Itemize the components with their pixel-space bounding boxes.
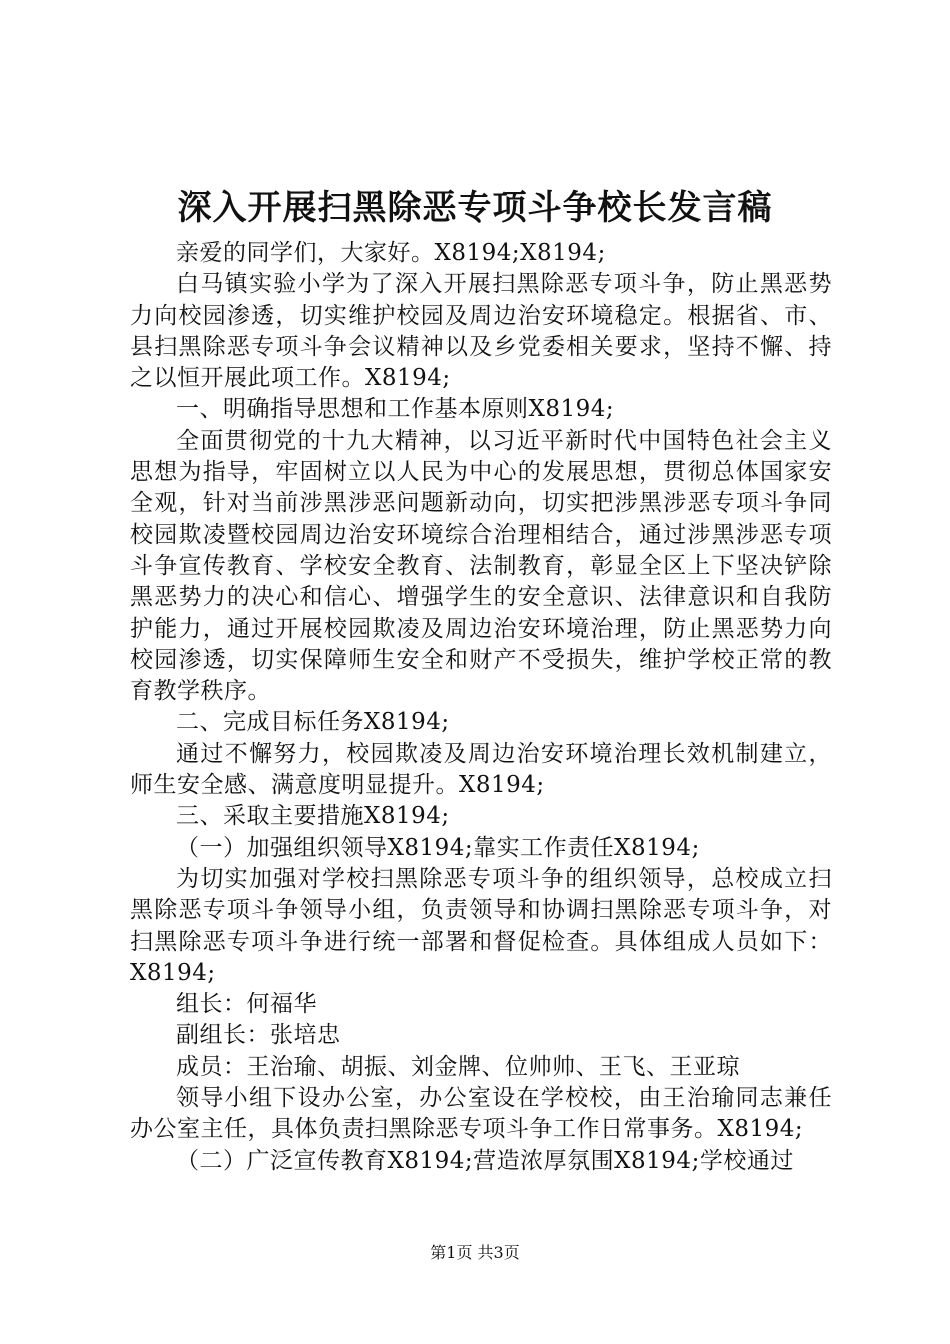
document-title: 深入开展扫黑除恶专项斗争校长发言稿 <box>177 188 773 228</box>
section-heading-3: 三、采取主要措施X8194; <box>176 803 450 830</box>
document-body <box>130 238 832 1177</box>
paragraph-guiding-principles: 全面贯彻党的十九大精神，以习近平新时代中国特色社会主义思想为指导，牢固树立以人民为中心的发展思想，贯彻总体国家安全观，针对当前涉黑涉恶问题新动向，切实把涉黑涉恶专项斗争同校园欺凌暨校园周边治安环境综合治理相结合，通过涉黑涉恶专项斗争宣传教育、学校安全教育、法制教育，彰显全区上下坚决铲除黑恶势力的决心和信心、增强学生的安全意识、法律意识和自我防护能力，通过开展校园欺凌及周边治安环境治理，防止黑恶势力向校园渗透，切实保障师生安全和财产不受损失，维护学校正常的教育教学秩序。 <box>130 427 832 705</box>
subsection-heading-2: （二）广泛宣传教育X8194;营造浓厚氛围X8194;学校通过 <box>176 1147 794 1174</box>
paragraph-members: 成员：王治瑜、胡振、刘金牌、位帅帅、王飞、王亚琼 <box>176 1053 740 1080</box>
paragraph-office: 领导小组下设办公室，办公室设在学校校，由王治瑜同志兼任办公室主任，具体负责扫黑除恶专项斗争工作日常事务。X8194; <box>130 1085 832 1143</box>
page-number-footer: 第1页 共3页 <box>430 1243 520 1262</box>
paragraph-greeting: 亲爱的同学们，大家好。X8194;X8194; <box>176 240 606 266</box>
subsection-heading-1: （一）加强组织领导X8194;靠实工作责任X8194; <box>176 834 700 861</box>
section-heading-2: 二、完成目标任务X8194; <box>176 709 450 736</box>
paragraph-leadership-group: 为切实加强对学校扫黑除恶专项斗争的组织领导，总校成立扫黑除恶专项斗争领导小组，负责领导和协调扫黑除恶专项斗争，对扫黑除恶专项斗争进行统一部署和督促检查。具体组成人员如下：X8194; <box>130 865 832 986</box>
section-heading-1: 一、明确指导思想和工作基本原则X8194; <box>176 396 615 423</box>
paragraph-goals: 通过不懈努力，校园欺凌及周边治安环境治理长效机制建立，师生安全感、满意度明显提升。X8194; <box>130 740 832 799</box>
paragraph-deputy-leader: 副组长：张培忠 <box>176 1022 341 1049</box>
paragraph-intro: 白马镇实验小学为了深入开展扫黑除恶专项斗争，防止黑恶势力向校园渗透，切实维护校园及周边治安环境稳定。根据省、市、县扫黑除恶专项斗争会议精神以及乡党委相关要求，坚持不懈、持之以恒开展此项工作。X8194; <box>130 271 832 392</box>
paragraph-group-leader: 组长：何福华 <box>176 991 317 1018</box>
